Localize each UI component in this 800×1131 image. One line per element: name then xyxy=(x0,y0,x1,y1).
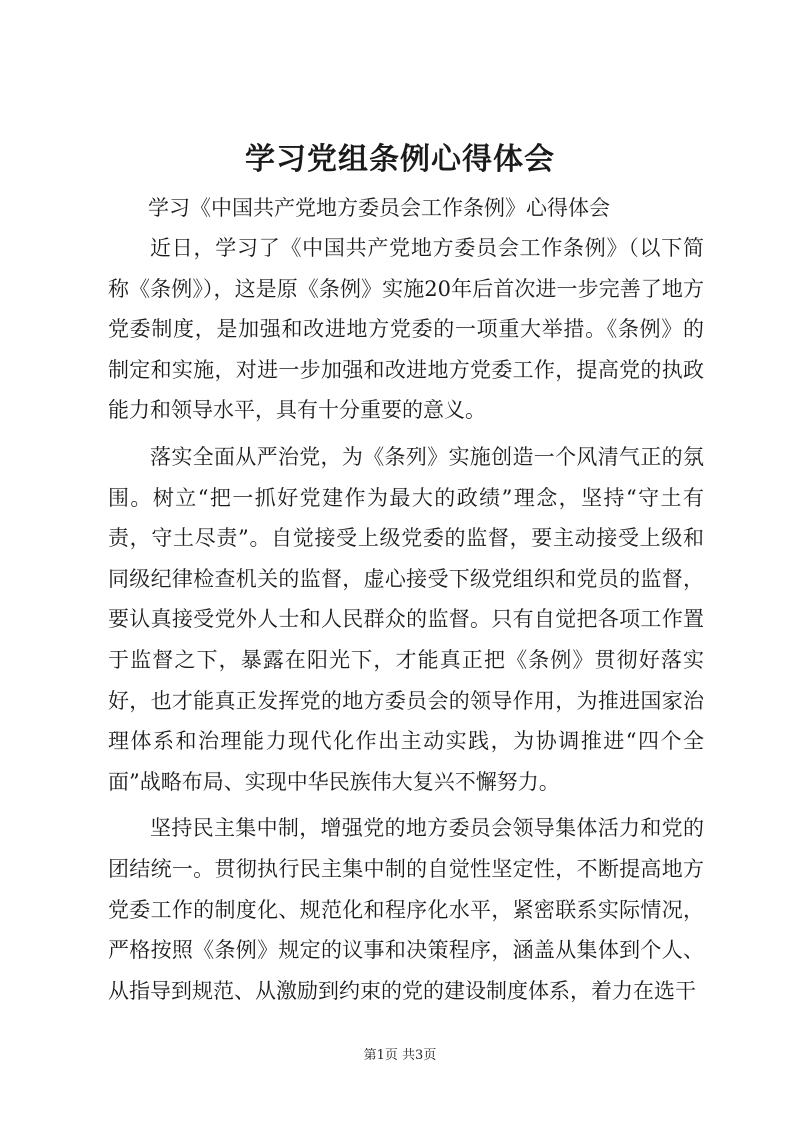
body-paragraph-2: 落实全面从严治党，为《条列》实施创造一个风清气正的氛围。树立“把一抓好党建作为最大的政绩”理念，坚持“守土有责，守土尽责”。自觉接受上级党委的监督，要主动接受上级和同级纪律检查机关的监督，虚心接受下级党组织和党员的监督，要认真接受党外人士和人民群众的监督。只有自觉把各项工作置于监督之下，暴露在阳光下，才能真正把《条例》贯彻好落实好，也才能真正发挥党的地方委员会的领导作用，为推进国家治理体系和治理能力现代化作出主动实践，为协调推进“四个全面”战略布局、实现中华民族伟大复兴不懈努力。 xyxy=(108,444,704,794)
body-paragraph-3: 坚持民主集中制，增强党的地方委员会领导集体活力和党的团结统一。贯彻执行民主集中制的自觉性坚定性，不断提高地方党委工作的制度化、规范化和程序化水平，紧密联系实际情况，严格按照《条例》规定的议事和决策程序，涵盖从集体到个人、从指导到规范、从激励到约束的党的建设制度体系，着力在选干 xyxy=(108,816,704,1003)
body-paragraph-1: 近日，学习了《中国共产党地方委员会工作条例》（以下简称《条例》），这是原《条例》实施20年后首次进一步完善了地方党委制度，是加强和改进地方党委的一项重大举措。《条例》的制定和实施，对进一步加强和改进地方党委工作，提高党的执政能力和领导水平，具有十分重要的意义。 xyxy=(108,236,704,423)
page-indicator: 第1页 共3页 xyxy=(363,1048,437,1063)
document-title: 学习党组条例心得体会 xyxy=(245,142,555,177)
page-footer xyxy=(0,1046,800,1066)
document-body xyxy=(108,228,704,1011)
document-subtitle: 学习《中国共产党地方委员会工作条例》心得体会 xyxy=(148,196,610,220)
